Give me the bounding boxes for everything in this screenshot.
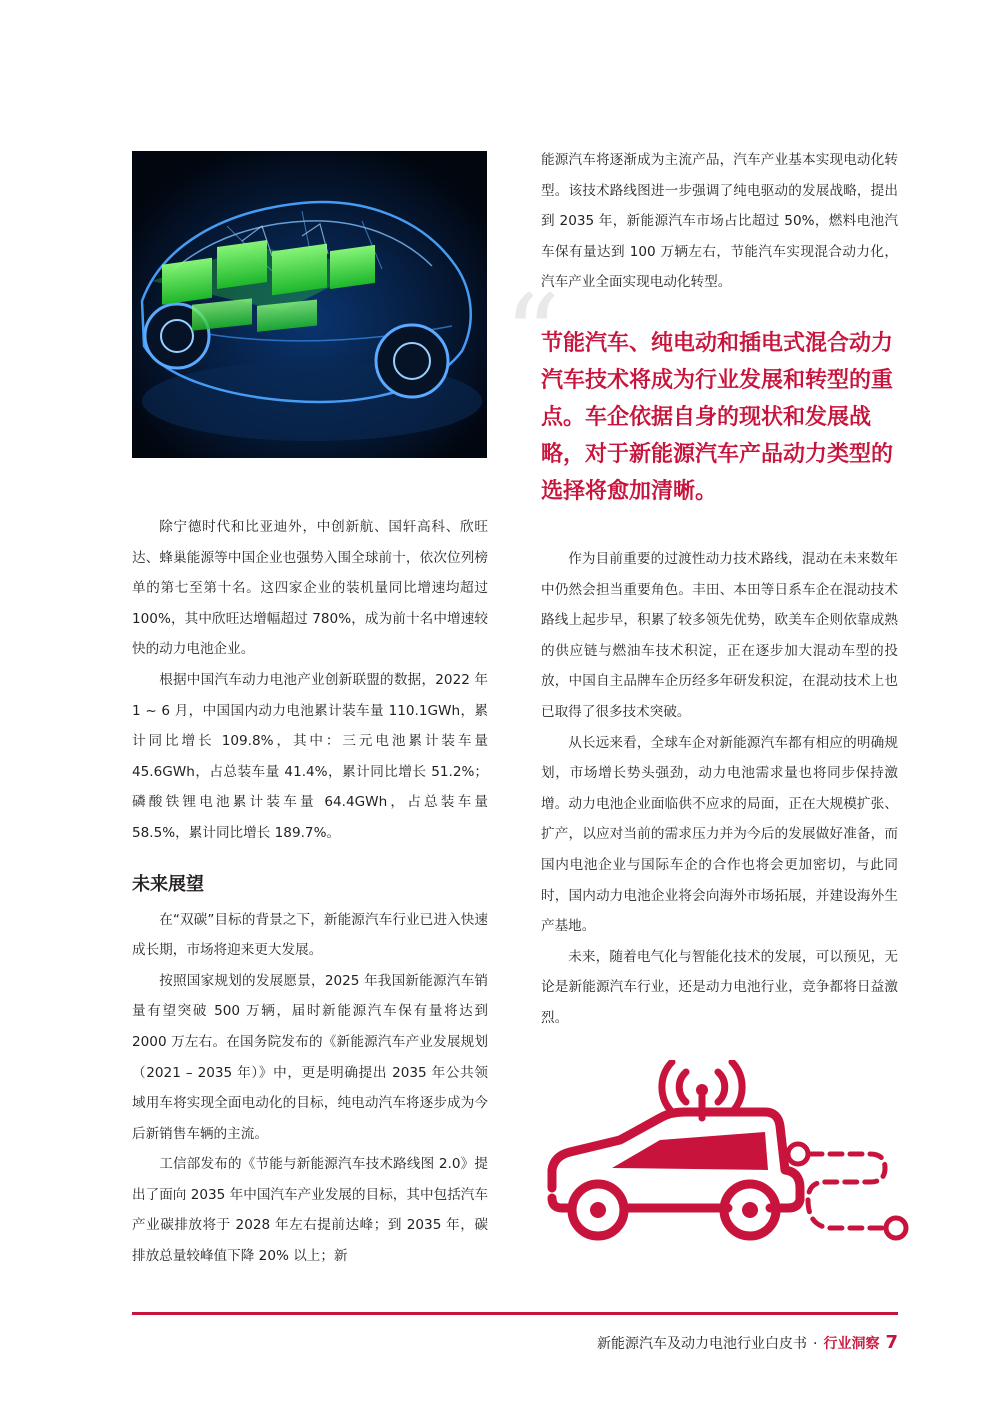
section-heading: 未来展望 bbox=[132, 873, 204, 895]
hero-image bbox=[132, 151, 487, 458]
paragraph: 作为目前重要的过渡性动力技术路线，混动在未来数年中仍然会担当重要角色。丰田、本田等日系车企在混动技术路线上起步早，积累了较多领先优势，欧美车企则依靠成熟的供应链与燃油车技术积淀，正在逐步加大混动车型的投放，中国自主品牌车企历经多年研发积淀，在混动技术上也已取得了很多技术突破。 bbox=[541, 551, 898, 720]
page-footer bbox=[597, 1332, 898, 1353]
footer-title: 新能源汽车及动力电池行业白皮书 bbox=[597, 1336, 808, 1352]
electric-car-battery-illustration bbox=[132, 151, 487, 458]
quote-mark-icon: “ bbox=[504, 271, 561, 399]
paragraph: 工信部发布的《节能与新能源汽车技术路线图 2.0》提出了面向 2035 年中国汽车产业发展的目标，其中包括汽车产业碳排放将于 2028 年左右提前达峰；到 2035 年，碳排放总量较峰值下降 20% 以上；新 bbox=[132, 1156, 488, 1265]
right-column-lower bbox=[541, 544, 898, 1034]
paragraph: 除宁德时代和比亚迪外，中创新航、国轩高科、欣旺达、蜂巢能源等中国企业也强势入围全球前十，依次位列榜单的第七至第十名。这四家企业的装机量同比增速均超过 100%，其中欣旺达增幅超过 780%，成为前十名中增速较快的动力电池企业。 bbox=[132, 519, 488, 658]
paragraph: 未来，随着电气化与智能化技术的发展，可以预见，无论是新能源汽车行业，还是动力电池行业，竞争都将日益激烈。 bbox=[541, 948, 898, 1026]
paragraph: 在“双碳”目标的背景之下，新能源汽车行业已进入快速成长期，市场将迎来更大发展。 bbox=[132, 911, 488, 959]
pull-quote: 节能汽车、纯电动和插电式混合动力汽车技术将成为行业发展和转型的重点。车企依据自身的现状和发展战略，对于新能源汽车产品动力类型的选择将愈加清晰。 bbox=[541, 331, 894, 504]
paragraph: 按照国家规划的发展愿景，2025 年我国新能源汽车销量有望突破 500 万辆，届时新能源汽车保有量将达到 2000 万左右。在国务院发布的《新能源汽车产业发展规划（2021 – 2035 年）》中，更是明确提出 2035 年公共领域用车将实现全面电动化的目标，纯电动汽车将逐步成为今后新销售车辆的主流。 bbox=[132, 972, 488, 1142]
connected-car-icon bbox=[540, 1060, 910, 1260]
right-column-top bbox=[541, 145, 898, 298]
footer-separator: · bbox=[813, 1336, 818, 1352]
footer-divider bbox=[132, 1312, 898, 1315]
paragraph: 能源汽车将逐渐成为主流产品，汽车产业基本实现电动化转型。该技术路线图进一步强调了纯电驱动的发展战略，提出到 2035 年，新能源汽车市场占比超过 50%，燃料电池汽车保有量达到 100 万辆左右，节能汽车实现混合动力化，汽车产业全面实现电动化转型。 bbox=[541, 152, 898, 291]
paragraph: 从长远来看，全球车企对新能源汽车都有相应的明确规划，市场增长势头强劲，动力电池需求量也将同步保持激增。动力电池企业面临供不应求的局面，正在大规模扩张、扩产，以应对当前的需求压力并为今后的发展做好准备，而国内电池企业与国际车企的合作也将会更加密切，与此同时，国内动力电池企业将会向海外市场拓展，并建设海外生产基地。 bbox=[541, 734, 898, 935]
left-column bbox=[132, 512, 488, 1272]
paragraph: 根据中国汽车动力电池产业创新联盟的数据，2022 年 1 ~ 6 月，中国国内动力电池累计装车量 110.1GWh，累计同比增长 109.8%，其中：三元电池累计装车量 45.6GWh，占总装车量 41.4%，累计同比增长 51.2%；磷酸铁锂电池累计装车量 64.4GWh，占总装车量 58.5%，累计同比增长 189.7%。 bbox=[132, 671, 488, 841]
footer-section: 行业洞察 bbox=[823, 1336, 880, 1352]
page-number: 7 bbox=[885, 1332, 898, 1353]
